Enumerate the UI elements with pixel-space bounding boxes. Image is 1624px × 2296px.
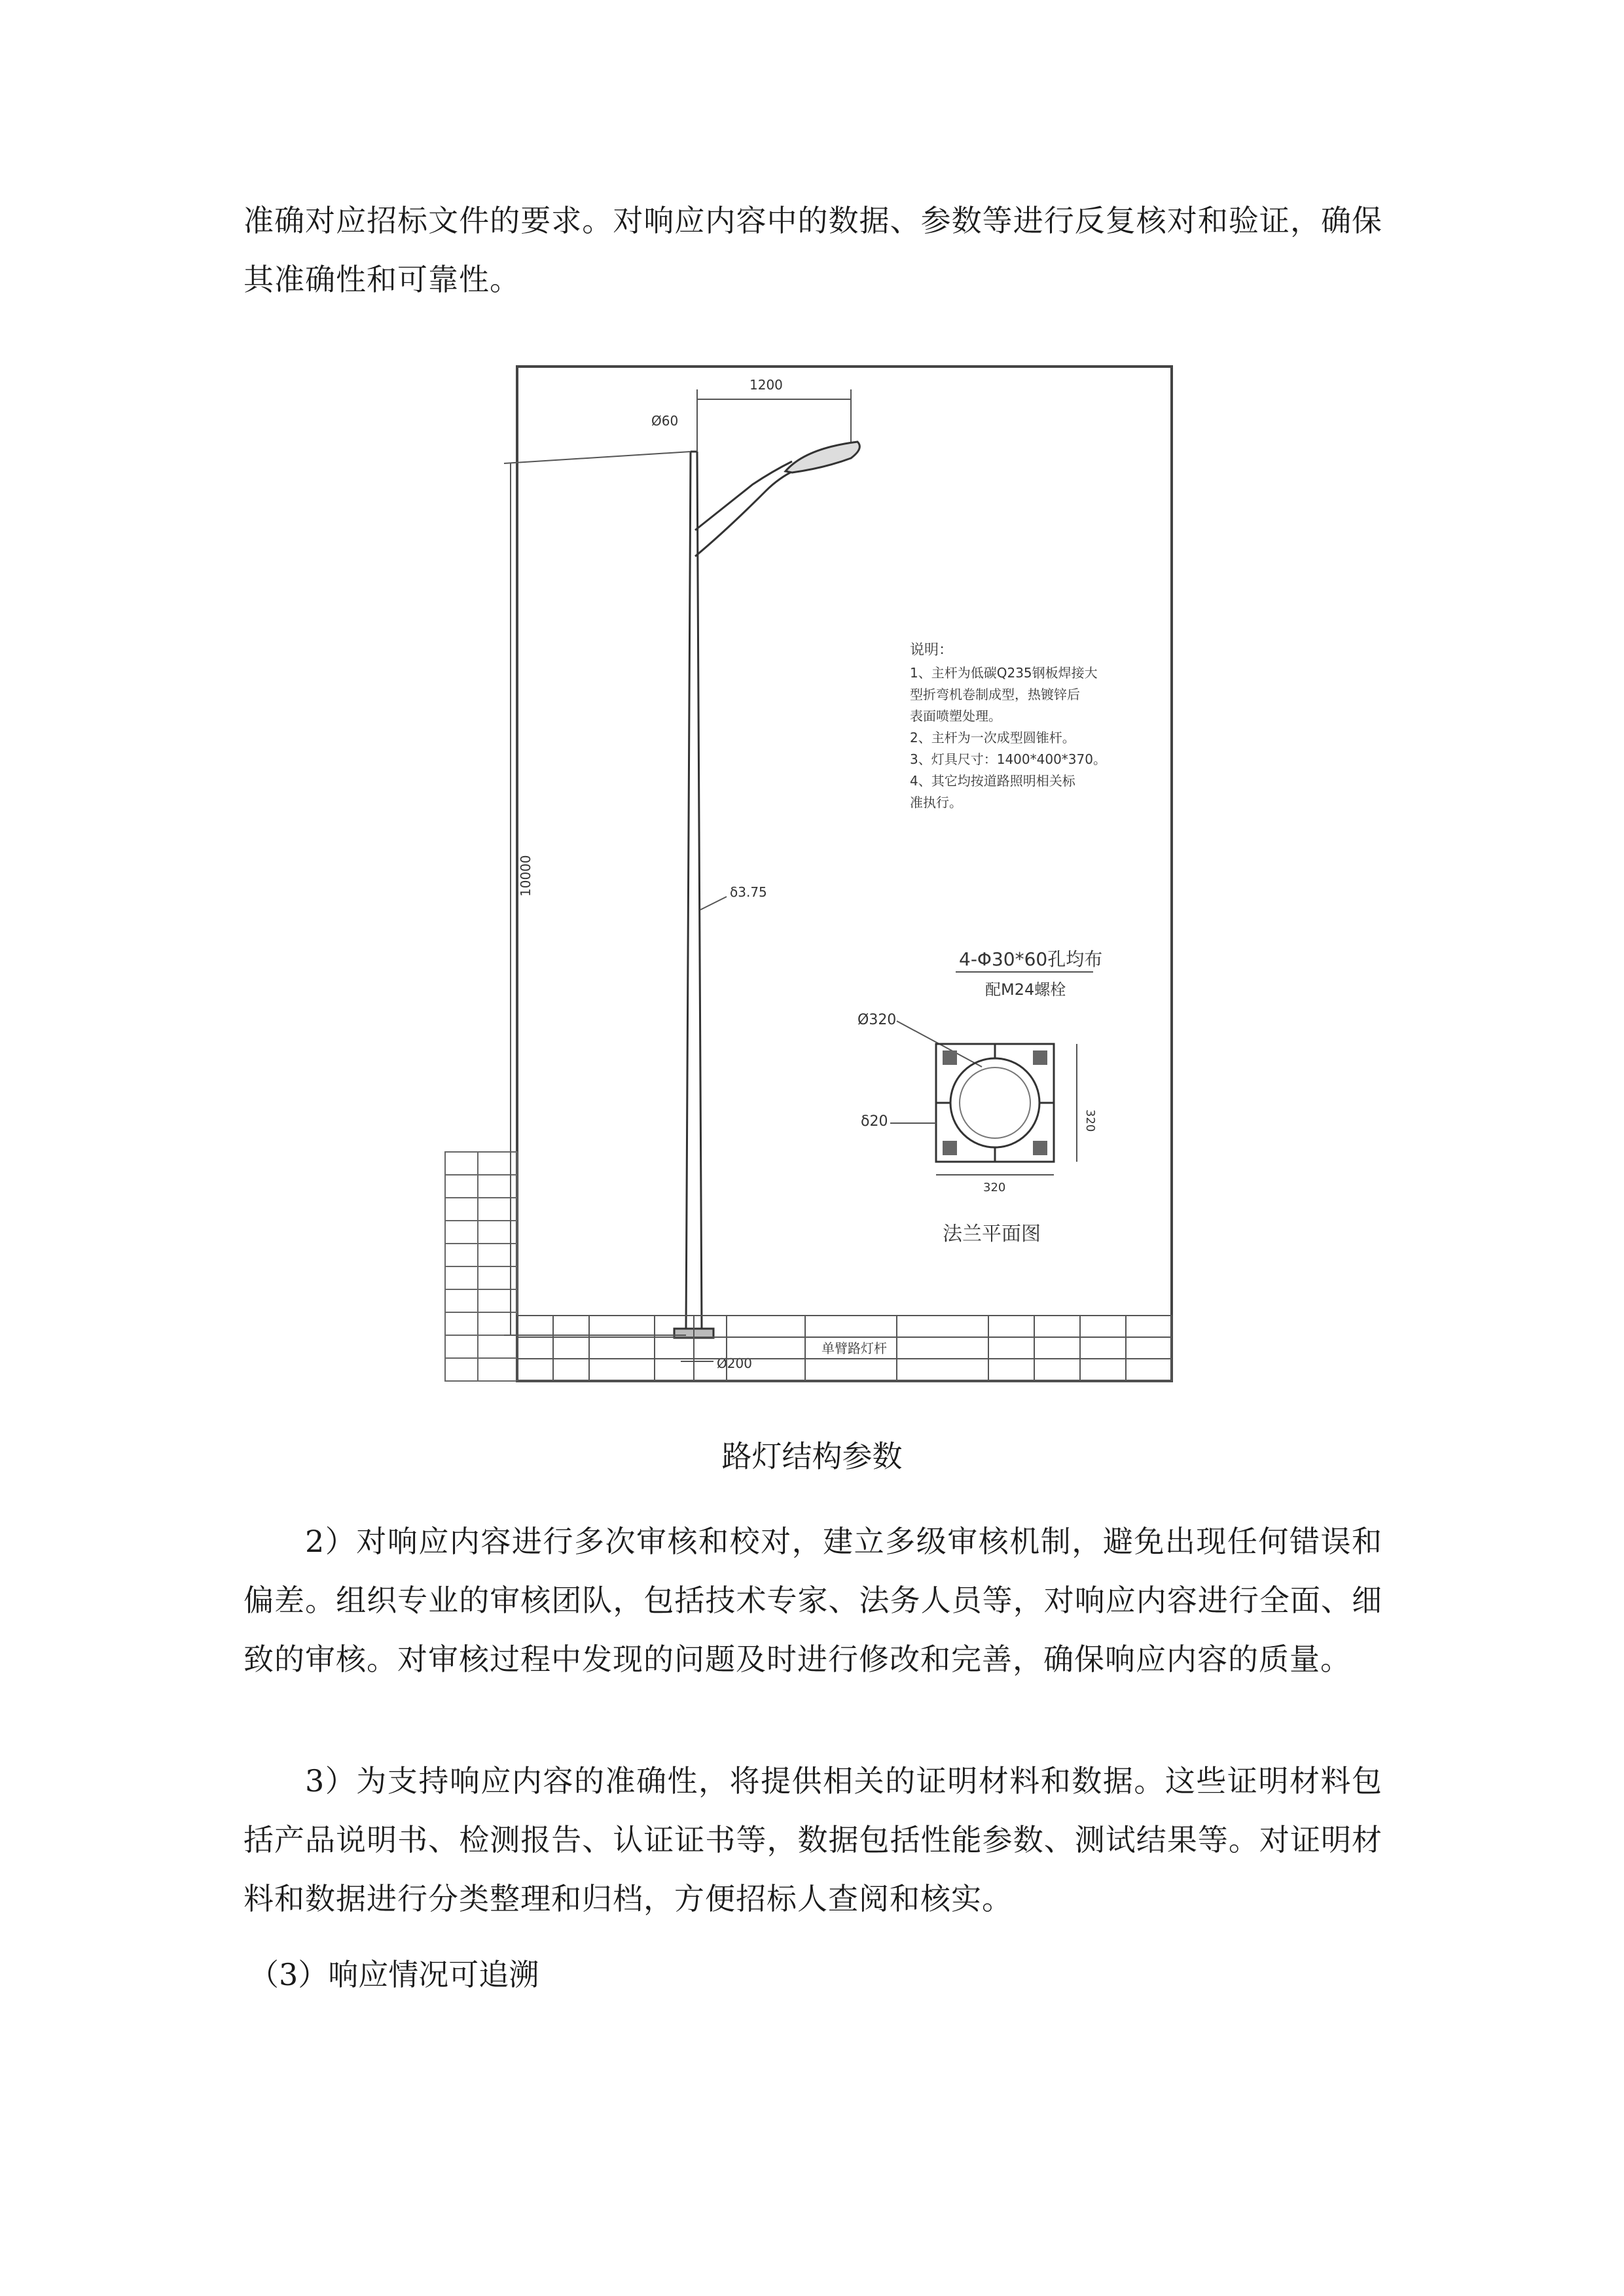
- note-line: 4、其它均按道路照明相关标: [910, 773, 1075, 789]
- note-line: 型折弯机卷制成型，热镀锌后: [910, 687, 1080, 702]
- dim-arm-label: 1200: [749, 377, 783, 393]
- drawing-notes: [910, 642, 1106, 810]
- dim-base-diameter-label: Ø200: [717, 1355, 752, 1371]
- note-line: 2、主杆为一次成型圆锥杆。: [910, 730, 1075, 745]
- streetlight-drawing-figure: [439, 321, 1198, 1420]
- dim-wall-label: δ3.75: [730, 884, 767, 900]
- note-line: 1、主杆为低碳Q235钢板焊接大: [910, 665, 1098, 681]
- flange-plan-title: 法兰平面图: [943, 1223, 1041, 1246]
- note-line: 3、灯具尺寸：1400*400*370。: [910, 751, 1106, 767]
- flange-bolts-label: 配M24螺栓: [985, 980, 1066, 999]
- paragraph-item-3: 3）为支持响应内容的准确性，将提供相关的证明材料和数据。这些证明材料包括产品说明书、检测报告、认证证书等，数据包括性能参数、测试结果等。对证明材料和数据进行分类整理和归档，方便招标人查阅和核实。: [244, 1763, 1382, 1916]
- dimension-lines: [504, 389, 851, 1361]
- flange-circle-label: Ø320: [857, 1012, 897, 1028]
- drawing-frame: [517, 367, 1172, 1381]
- paragraph-intro: 准确对应招标文件的要求。对响应内容中的数据、参数等进行反复核对和验证，确保其准确性和可靠性。: [244, 203, 1382, 297]
- dim-top-diameter-label: Ø60: [651, 413, 679, 429]
- flange-side-label: 320: [1083, 1109, 1097, 1132]
- flange-plate-label: δ20: [861, 1113, 888, 1130]
- figure-caption: 路灯结构参数: [721, 1439, 903, 1474]
- title-block-name: 单臂路灯杆: [821, 1340, 887, 1356]
- section-heading-3: （3）响应情况可追溯: [249, 1957, 539, 1992]
- flange-plan: [857, 948, 1102, 1246]
- side-stamp-table: [445, 1152, 517, 1381]
- note-line: 准执行。: [910, 795, 962, 810]
- flange-bottom-label: 320: [983, 1181, 1006, 1194]
- note-line: 表面喷塑处理。: [910, 708, 1001, 724]
- streetlight-drawing: [439, 321, 1198, 1420]
- flange-holes-label: 4-Φ30*60孔均布: [959, 948, 1103, 970]
- dim-height-label: 10000: [518, 855, 533, 897]
- paragraph-item-2: 2）对响应内容进行多次审核和校对，建立多级审核机制，避免出现任何错误和偏差。组织专业的审核团队，包括技术专家、法务人员等，对响应内容进行全面、细致的审核。对审核过程中发现的问题及时进行修改和完善，确保响应内容的质量。: [244, 1524, 1382, 1677]
- notes-title: 说明：: [910, 642, 954, 658]
